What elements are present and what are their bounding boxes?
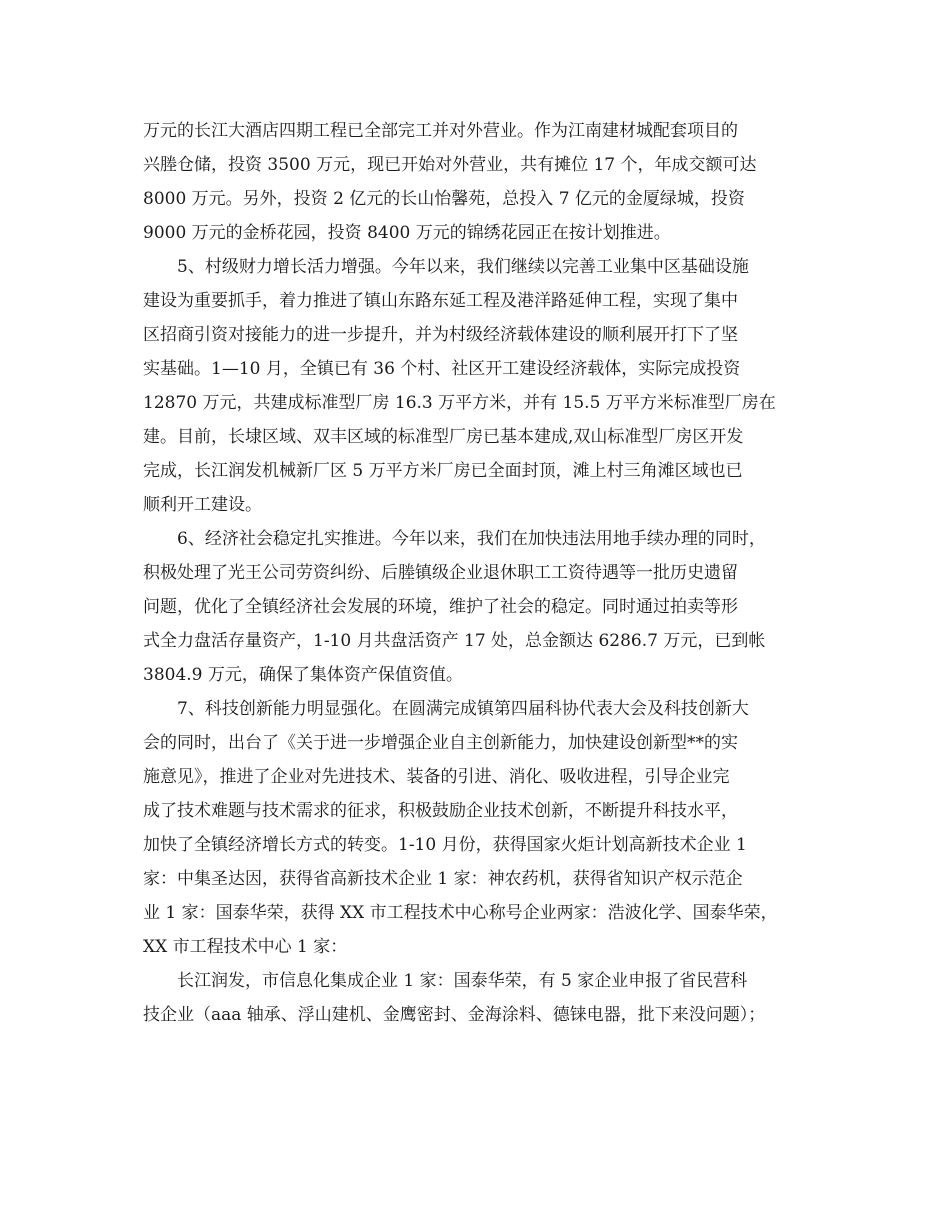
- text-line: 式全力盘活存量资产，1-10 月共盘活资产 17 处，总金额达 6286.7 万元，已到帐: [143, 631, 766, 651]
- text-line: 3804.9 万元，确保了集体资产保值资值。: [143, 665, 463, 685]
- text-line: 区招商引资对接能力的进一步提升，并为村级经济载体建设的顺利展开打下了坚: [143, 325, 738, 345]
- text-line: 家：中集圣达因，获得省高新技术企业 1 家：神农药机，获得省知识产权示范企: [143, 869, 743, 889]
- text-line: 8000 万元。另外，投资 2 亿元的长山怡馨苑，总投入 7 亿元的金厦绿城，投资: [143, 189, 745, 209]
- text-line: 12870 万元，共建成标准型厂房 16.3 万平方米，并有 15.5 万平方米标准型厂房在: [143, 393, 776, 413]
- text-line: 建设为重要抓手，着力推进了镇山东路东延工程及港洋路延伸工程，实现了集中: [143, 291, 738, 311]
- paragraph: [143, 522, 823, 692]
- text-line: 会的同时，出台了《关于进一步增强企业自主创新能力，加快建设创新型**的实: [143, 733, 738, 753]
- text-line: 万元的长江大酒店四期工程已全部完工并对外营业。作为江南建材城配套项目的: [143, 121, 738, 141]
- text-line: 业 1 家：国泰华荣，获得 XX 市工程技术中心称号企业两家：浩波化学、国泰华荣，: [143, 903, 778, 923]
- text-line: 成了技术难题与技术需求的征求，积极鼓励企业技术创新，不断提升科技水平，: [143, 801, 738, 821]
- text-line: 施意见》，推进了企业对先进技术、装备的引进、消化、吸收进程，引导企业完: [143, 767, 730, 787]
- text-line: 顺利开工建设。: [143, 495, 262, 515]
- paragraph: [143, 114, 823, 250]
- text-line: 建。目前，长埭区域、双丰区域的标准型厂房已基本建成,双山标准型厂房区开发: [143, 427, 744, 447]
- text-line: 加快了全镇经济增长方式的转变。1-10 月份，获得国家火炬计划高新技术企业 1: [143, 835, 747, 855]
- text-line: 积极处理了光王公司劳资纠纷、后塍镇级企业退休职工工资待遇等一批历史遗留: [143, 563, 738, 583]
- text-line: 技企业（aaa 轴承、浮山建机、金鹰密封、金海涂料、德铼电器，批下来没问题）；: [143, 1005, 766, 1025]
- text-line: XX 市工程技术中心 1 家：: [143, 937, 348, 957]
- text-line: 6、经济社会稳定扎实推进。今年以来，我们在加快违法用地手续办理的同时，: [177, 529, 766, 549]
- paragraph: [143, 692, 823, 964]
- document-body: [143, 114, 823, 1032]
- text-line: 5、村级财力增长活力增强。今年以来，我们继续以完善工业集中区基础设施: [177, 257, 749, 277]
- text-line: 完成，长江润发机械新厂区 5 万平方米厂房已全面封顶，滩上村三角滩区域也已: [143, 461, 743, 481]
- paragraph: [143, 964, 823, 1032]
- text-line: 实基础。1—10 月，全镇已有 36 个村、社区开工建设经济载体，实际完成投资: [143, 359, 741, 379]
- text-line: 长江润发，市信息化集成企业 1 家：国泰华荣，有 5 家企业申报了省民营科: [177, 971, 748, 991]
- paragraph: [143, 250, 823, 522]
- text-line: 兴塍仓储，投资 3500 万元，现已开始对外营业，共有摊位 17 个，年成交额可达: [143, 155, 757, 175]
- text-line: 7、科技创新能力明显强化。在圆满完成镇第四届科协代表大会及科技创新大: [177, 699, 749, 719]
- text-line: 9000 万元的金桥花园，投资 8400 万元的锦绣花园正在按计划推进。: [143, 223, 671, 243]
- text-line: 问题，优化了全镇经济社会发展的环境，维护了社会的稳定。同时通过拍卖等形: [143, 597, 738, 617]
